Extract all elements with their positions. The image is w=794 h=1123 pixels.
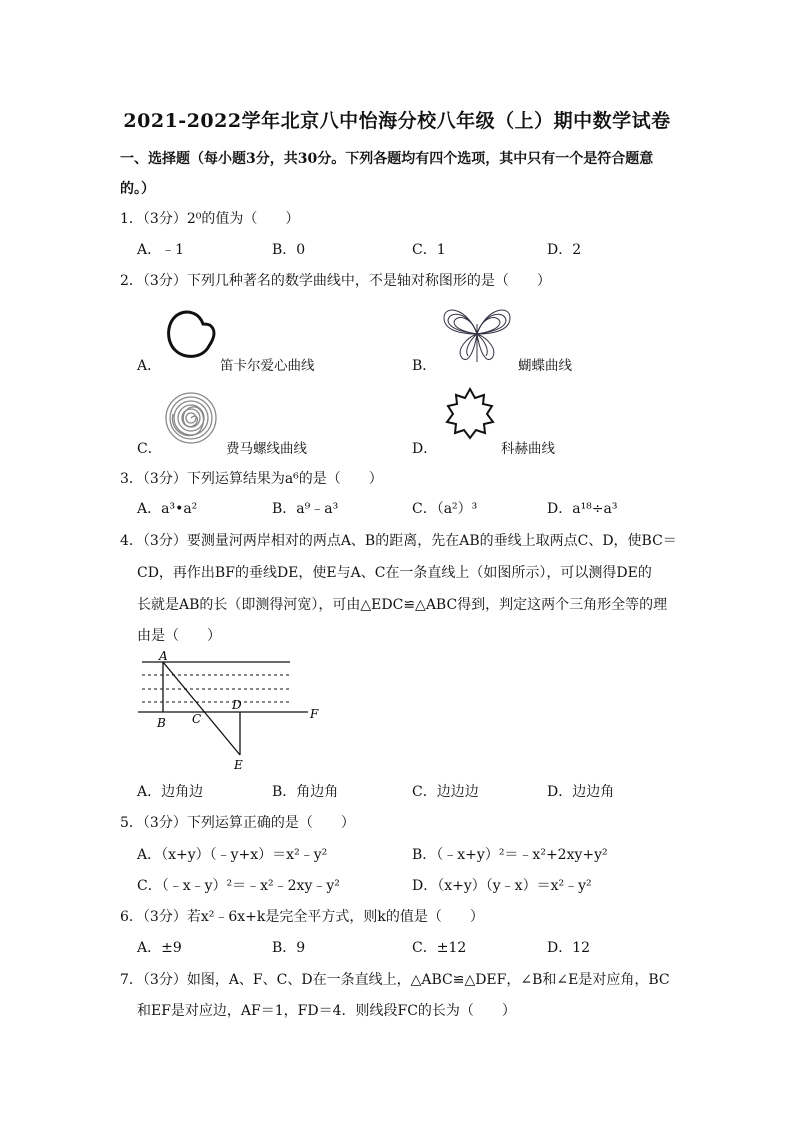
q4-option-c: C．边边边 (412, 784, 479, 800)
q4-option-b: B．角边角 (272, 784, 339, 800)
q4-option-d: D．边边角 (547, 784, 615, 800)
section-heading-line1: 一、选择题（每小题3分，共30分。下列各题均有四个选项，其中只有一个是符合题意 (120, 151, 654, 167)
q4-stem-line4: 由是（ ） (137, 628, 221, 644)
label-c: C (192, 712, 202, 726)
koch-curve-figure (442, 386, 498, 442)
q5-option-b: B．（﹣x+y）²＝﹣x²+2xy+y² (412, 847, 608, 863)
q3-option-d: D．a¹⁸÷a³ (547, 501, 618, 517)
q2-caption-c: 费马螺线曲线 (226, 441, 307, 457)
q6-option-c: C．±12 (412, 940, 467, 956)
q5-option-c: C．（﹣x﹣y）²＝﹣x²﹣2xy﹣y² (137, 878, 340, 894)
label-b: B (157, 716, 166, 730)
q2-option-a: A． (137, 358, 162, 374)
q1-option-b: B．0 (272, 242, 306, 258)
q6-option-a: A．±9 (137, 940, 182, 956)
page-title: 2021-2022学年北京八中怡海分校八年级（上）期中数学试卷 (123, 110, 671, 132)
q3-option-a: A．a³•a² (137, 501, 198, 517)
fermat-spiral-figure (163, 390, 219, 446)
q3-option-c: C．（a²）³ (412, 501, 478, 517)
q2-caption-d: 科赫曲线 (501, 441, 555, 457)
q2-option-d: D． (412, 441, 438, 457)
q1-option-d: D．2 (547, 242, 582, 258)
river-diagram (130, 645, 330, 775)
q6-option-d: D．12 (547, 940, 591, 956)
label-f: F (310, 707, 319, 721)
q2-option-c: C． (137, 441, 162, 457)
q1-option-c: C．1 (412, 242, 446, 258)
cardioid-figure (163, 306, 219, 362)
q6-stem: 6．（3分）若x²﹣6x+k是完全平方式，则k的值是（ ） (120, 909, 484, 925)
q5-stem: 5．（3分）下列运算正确的是（ ） (120, 815, 355, 831)
q5-option-d: D．（x+y）（y﹣x）＝x²﹣y² (412, 878, 592, 894)
q1-option-a: A．﹣1 (137, 242, 185, 258)
label-e: E (234, 758, 243, 772)
q5-option-a: A．（x+y）（﹣y+x）＝x²﹣y² (137, 847, 328, 863)
q6-option-b: B．9 (272, 940, 306, 956)
q4-stem-line3: 长就是AB的长（即测得河宽），可由△EDC≌△ABC得到，判定这两个三角形全等的理 (137, 597, 668, 613)
q3-stem: 3．（3分）下列运算结果为a⁶的是（ ） (120, 471, 383, 487)
q7-stem-line1: 7．（3分）如图，A、F、C、D在一条直线上，△ABC≌△DEF，∠B和∠E是对应角，BC (120, 972, 670, 988)
section-heading-line2: 的。） (120, 181, 155, 197)
q4-stem-line2: CD，再作出BF的垂线DE，使E与A、C在一条直线上（如图所示），可以测得DE的 (137, 565, 652, 581)
q2-stem: 2．（3分）下列几种著名的数学曲线中，不是轴对称图形的是（ ） (120, 273, 551, 289)
q2-caption-b: 蝴蝶曲线 (518, 358, 572, 374)
butterfly-figure (440, 304, 514, 366)
label-a: A (159, 649, 168, 663)
q1-stem: 1．（3分）2⁰的值为（ ） (120, 211, 300, 227)
q4-stem-line1: 4．（3分）要测量河两岸相对的两点A、B的距离，先在AB的垂线上取两点C、D，使BC＝ (120, 533, 677, 549)
q4-option-a: A．边角边 (137, 784, 204, 800)
label-d: D (232, 698, 242, 712)
q3-option-b: B．a⁹﹣a³ (272, 501, 339, 517)
q2-option-b: B． (412, 358, 437, 374)
q7-stem-line2: 和EF是对应边，AF＝1，FD＝4．则线段FC的长为（ ） (137, 1003, 516, 1019)
q2-caption-a: 笛卡尔爱心曲线 (220, 358, 315, 374)
